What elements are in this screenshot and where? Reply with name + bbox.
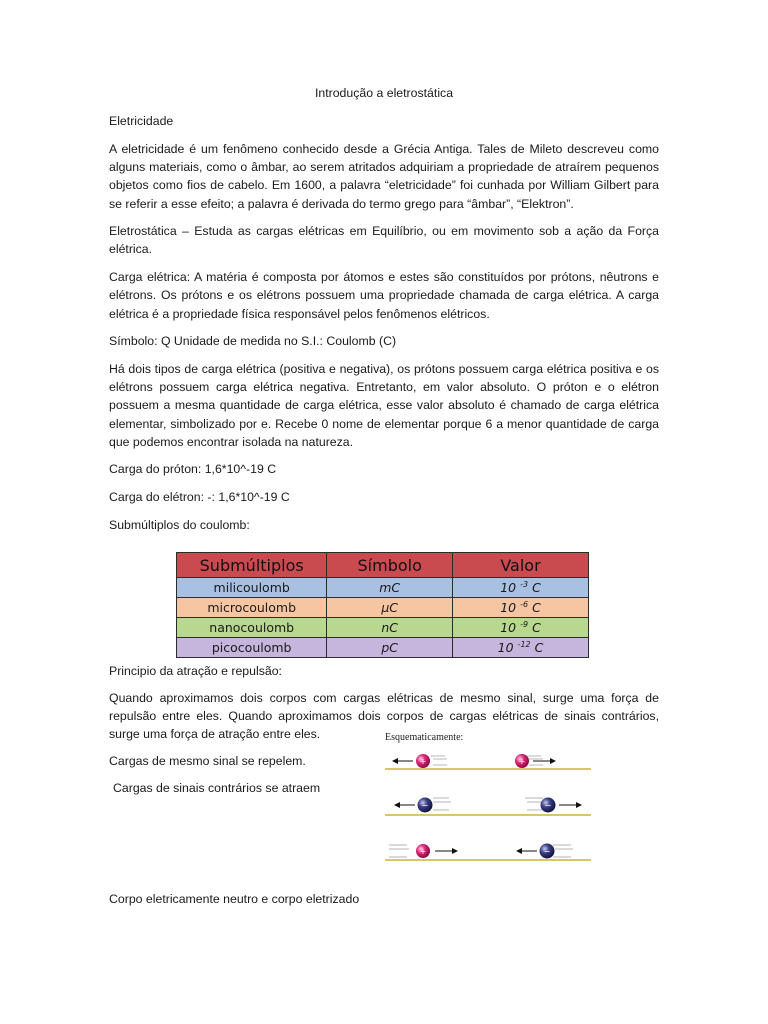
paragraph-tipos-carga: Há dois tipos de carga elétrica (positiva e negativa), os prótons possuem carga elétrica positiva e os elétrons possuem carga elétrica negativa. Entretanto, em valor absoluto. O próton e o elétron possuem a mesma quantidade de carga elétrica, esse valor absoluto é chamado de carga elétrica elementar, simbolizado por e. Recebe 0 nome de elementar porque 6 a menor quantidade de carga que podemos encontrar isolada na natureza. (109, 361, 659, 449)
negative-sign: − (421, 801, 429, 810)
paragraph-simbolo: Símbolo: Q Unidade de medida no S.I.: Coulomb (C) (109, 334, 397, 349)
table-header-row (177, 553, 589, 578)
positive-sign: + (419, 847, 427, 856)
table-cell-symbol: nC (327, 618, 453, 638)
paragraph-mesmo-sinal: Cargas de mesmo sinal se repelem. (109, 754, 306, 768)
value-unit: C (532, 600, 541, 615)
table-cell-name: picocoulomb (177, 638, 327, 658)
value-base: 10 (500, 580, 517, 595)
table-row (177, 598, 589, 618)
paragraph-sinais-contrarios: Cargas de sinais contrários se atraem (113, 781, 321, 795)
table-header-valor: Valor (453, 553, 589, 578)
table-row (177, 618, 589, 638)
charges-diagram (385, 732, 593, 867)
value-base: 10 (497, 640, 514, 655)
paragraph-eletrostatica: Eletrostática – Estuda as cargas elétricas em Equilíbrio, ou em movimento sob a ação da Força elétrica. (109, 224, 659, 257)
paragraph-submultiplos: Submúltiplos do coulomb: (109, 517, 250, 532)
negative-sign: − (544, 801, 552, 810)
table-cell-symbol: pC (327, 638, 453, 658)
paragraph-principio: Principio da atração e repulsão: (109, 664, 282, 678)
paragraph-corpo-neutro: Corpo eletricamente neutro e corpo eletrizado (109, 892, 360, 906)
charges-diagram-svg (385, 732, 593, 867)
paragraph-carga-proton: Carga do próton: 1,6*10^-19 C (109, 462, 277, 477)
value-exponent: -6 (520, 600, 529, 609)
value-unit: C (534, 640, 544, 655)
paragraph-carga-eletron: Carga do elétron: -: 1,6*10^-19 C (109, 490, 290, 505)
table-cell-name: nanocoulomb (177, 618, 327, 638)
diagram-title: Esquematicamente: (385, 732, 464, 743)
table-row (177, 578, 589, 598)
page-title: Introdução a eletrostática (314, 86, 454, 100)
table-header-submultiplos: Submúltiplos (177, 553, 327, 578)
value-base: 10 (500, 600, 517, 615)
table-cell-value (453, 578, 589, 598)
table-cell-name: milicoulomb (177, 578, 327, 598)
positive-sign: + (518, 757, 526, 766)
value-unit: C (532, 620, 541, 635)
value-unit: C (532, 580, 541, 595)
table-cell-symbol: μC (327, 598, 453, 618)
paragraph-intro: A eletricidade é um fenômeno conhecido desde a Grécia Antiga. Tales de Mileto descreveu como alguns materiais, como o âmbar, ao serem atritados adquiriam a propriedade de atraírem pequenos objetos como fios de cabelo. Em 1600, a palavra “eletricidade” foi cunhada por William Gilbert para se referir a esse efeito; a palavra é derivada do termo grego para “âmbar”, “Elektron”. (109, 141, 659, 211)
value-exponent: -3 (520, 580, 529, 589)
value-exponent: -9 (520, 620, 529, 629)
table-cell-value (453, 598, 589, 618)
paragraph-carga-eletrica: Carga elétrica: A matéria é composta por átomos e estes são constituídos por prótons, nêutrons e elétrons. Os prótons e os elétrons possuem uma propriedade chamada de carga elétrica. A carga elétrica é a propriedade física responsável pelos fenômenos elétricos. (109, 270, 659, 321)
motion-lines (433, 798, 545, 810)
section-heading-eletricidade: Eletricidade (109, 114, 174, 129)
table-header-simbolo: Símbolo (327, 553, 453, 578)
table-cell-value (453, 638, 589, 658)
value-exponent: -12 (517, 640, 531, 649)
paragraph-quando: Quando aproximamos dois corpos com cargas elétricas de mesmo sinal, surge uma força de repulsão entre eles. Quando aproximamos dois corpos de cargas elétricas de sinais contrários, surge uma força de atração entre eles. (109, 691, 659, 741)
value-base: 10 (500, 620, 517, 635)
table-cell-symbol: mC (327, 578, 453, 598)
diagram-row-repel-positive (385, 754, 591, 769)
document-body (109, 84, 659, 544)
negative-sign: − (543, 847, 551, 856)
positive-sign: + (419, 757, 427, 766)
diagram-row-attract (385, 844, 591, 861)
table-cell-name: microcoulomb (177, 598, 327, 618)
submultiplos-table (176, 552, 589, 658)
table-row (177, 638, 589, 658)
diagram-row-repel-negative (385, 798, 591, 816)
table-cell-value (453, 618, 589, 638)
